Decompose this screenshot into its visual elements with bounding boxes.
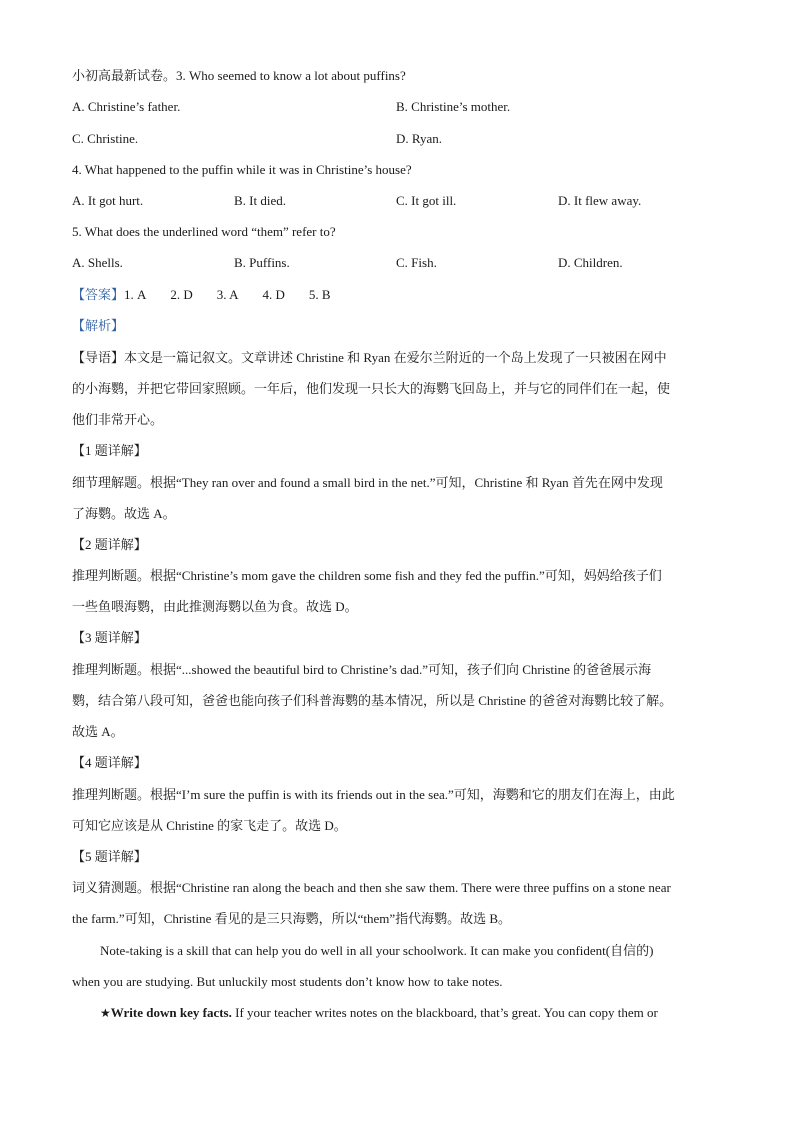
q2-detail-text: 一些鱼喂海鹦，由此推测海鹦以鱼为食。故选 D。 xyxy=(72,599,358,614)
guide-line: 的小海鹦，并把它带回家照顾。一年后，他们发现一只长大的海鹦飞回岛上，并与它的同伴们在一起，使 xyxy=(72,381,671,396)
q1-detail-text: 细节理解题。根据“They ran over and found a small bird in the net.”可知，Christine 和 Ryan 首先在网中发现 xyxy=(72,475,663,490)
q5-detail-heading: 【5 题详解】 xyxy=(72,849,147,864)
answer-item: 5. B xyxy=(308,287,331,302)
guide-line: 他们非常开心。 xyxy=(72,412,164,427)
q3-stem: 3. Who seemed to know a lot about puffins? xyxy=(176,68,406,83)
answer-item: 4. D xyxy=(262,287,285,302)
q5-option-c: C. Fish. xyxy=(396,255,437,270)
analysis-label: 【解析】 xyxy=(72,318,125,333)
q2-detail-text: 推理判断题。根据“Christine’s mom gave the children some fish and they fed the puffin.”可知，妈妈给孩子们 xyxy=(72,568,662,583)
key-facts-text: If your teacher writes notes on the blackboard, that’s great. You can copy them or xyxy=(231,1005,658,1020)
q4-option-d: D. It flew away. xyxy=(558,193,642,208)
q1-detail-text: 了海鹦。故选 A。 xyxy=(72,506,176,521)
q3-option-c: C. Christine. xyxy=(72,131,139,146)
answer-item: 2. D xyxy=(170,287,193,302)
q4-detail-text: 推理判断题。根据“I’m sure the puffin is with its friends out in the sea.”可知，海鹦和它的朋友们在海上，由此 xyxy=(72,787,675,802)
q1-detail-heading: 【1 题详解】 xyxy=(72,443,147,458)
q5-detail-text: 词义猜测题。根据“Christine ran along the beach and then she saw them. There were three puffins on a stone near xyxy=(72,880,671,895)
q5-detail-text: the farm.”可知，Christine 看见的是三只海鹦，所以“them”指代海鹦。故选 B。 xyxy=(72,911,512,926)
guide-line: 【导语】本文是一篇记叙文。文章讲述 Christine 和 Ryan 在爱尔兰附近的一个岛上发现了一只被困在网中 xyxy=(72,350,667,365)
passage-paragraph-line: when you are studying. But unluckily most students don’t know how to take notes. xyxy=(72,974,503,989)
answer-line xyxy=(72,287,331,303)
q4-option-c: C. It got ill. xyxy=(396,193,457,208)
key-facts-heading: Write down key facts. xyxy=(110,1005,232,1020)
source-tag: 小初高最新试卷。 xyxy=(72,68,177,83)
q4-stem: 4. What happened to the puffin while it was in Christine’s house? xyxy=(72,162,412,177)
q3-detail-heading: 【3 题详解】 xyxy=(72,630,147,645)
q5-option-d: D. Children. xyxy=(558,255,623,270)
q4-option-b: B. It died. xyxy=(234,193,286,208)
q5-option-a: A. Shells. xyxy=(72,255,123,270)
q4-detail-heading: 【4 题详解】 xyxy=(72,755,147,770)
q2-detail-heading: 【2 题详解】 xyxy=(72,537,147,552)
q3-detail-text: 鹦，结合第八段可知，爸爸也能向孩子们科普海鹦的基本情况，所以是 Christine 的爸爸对海鹦比较了解。 xyxy=(72,693,673,708)
answer-item: 1. A xyxy=(124,287,147,302)
q3-option-a: A. Christine’s father. xyxy=(72,99,181,114)
star-icon: ★ xyxy=(100,1006,111,1020)
q3-option-d: D. Ryan. xyxy=(396,131,443,146)
passage-key-facts-line xyxy=(100,1005,658,1021)
q5-stem: 5. What does the underlined word “them” refer to? xyxy=(72,224,336,239)
q4-option-a: A. It got hurt. xyxy=(72,193,144,208)
q3-detail-text: 故选 A。 xyxy=(72,724,124,739)
answer-item: 3. A xyxy=(216,287,239,302)
passage-paragraph-line: Note-taking is a skill that can help you do well in all your schoolwork. It can make you confident(自信的) xyxy=(100,943,654,958)
q5-option-b: B. Puffins. xyxy=(234,255,290,270)
q4-detail-text: 可知它应该是从 Christine 的家飞走了。故选 D。 xyxy=(72,818,347,833)
q3-detail-text: 推理判断题。根据“...showed the beautiful bird to Christine’s dad.”可知，孩子们向 Christine 的爸爸展示海 xyxy=(72,662,652,677)
answer-label: 【答案】 xyxy=(72,287,125,302)
q3-option-b: B. Christine’s mother. xyxy=(396,99,511,114)
q3-stem-line xyxy=(72,68,406,84)
